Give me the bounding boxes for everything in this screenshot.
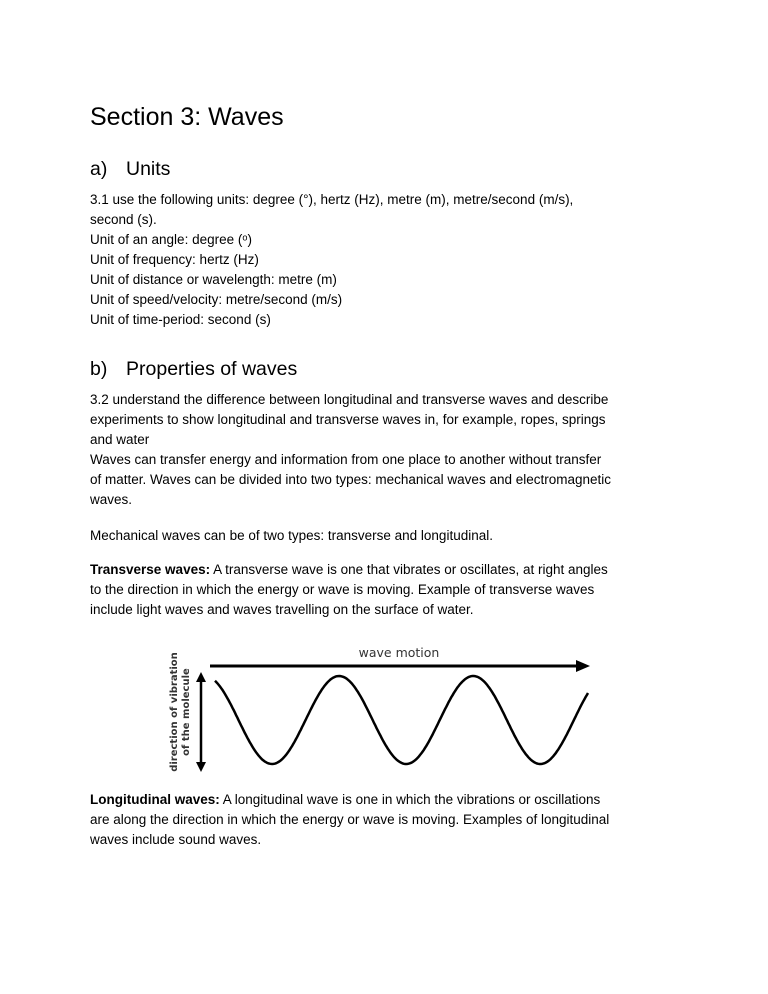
wave-motion-arrowhead xyxy=(576,660,590,672)
properties-heading-label: b) xyxy=(90,358,108,380)
units-line: 3.1 use the following units: degree (°), hertz (Hz), metre (m), metre/second (m/s), xyxy=(90,192,574,207)
transverse-wave-curve xyxy=(215,676,588,764)
units-heading-label: a) xyxy=(90,158,108,180)
spec-line: experiments to show longitudinal and transverse waves in, for example, ropes, springs xyxy=(90,412,606,427)
units-heading xyxy=(90,156,170,182)
units-line: Unit of an angle: degree (ᵒ) xyxy=(90,232,252,247)
transverse-line xyxy=(90,560,690,580)
properties-heading xyxy=(90,356,297,382)
intro-line: of matter. Waves can be divided into two types: mechanical waves and electromagnetic xyxy=(90,472,612,487)
longitudinal-line xyxy=(90,790,690,810)
mechanical-paragraph: Mechanical waves can be of two types: transverse and longitudinal. xyxy=(90,528,493,543)
longitudinal-line: are along the direction in which the energy or wave is moving. Examples of longitudinal xyxy=(90,812,610,827)
units-heading-text: Units xyxy=(126,158,171,180)
intro-line: Waves can transfer energy and information from one place to another without transfer xyxy=(90,452,602,467)
vibration-label-line2: of the molecule xyxy=(181,668,192,756)
transverse-term: Transverse waves: xyxy=(90,562,211,577)
intro-line: waves. xyxy=(90,492,133,507)
spec-line: 3.2 understand the difference between longitudinal and transverse waves and describe xyxy=(90,392,609,407)
units-line: Unit of time-period: second (s) xyxy=(90,312,271,327)
transverse-line: to the direction in which the energy or wave is moving. Example of transverse waves xyxy=(90,582,595,597)
vibration-arrow-down xyxy=(196,762,206,772)
units-line: Unit of frequency: hertz (Hz) xyxy=(90,252,259,267)
units-line: Unit of speed/velocity: metre/second (m/s) xyxy=(90,292,343,307)
transverse-text: A transverse wave is one that vibrates or oscillates, at right angles xyxy=(210,562,608,577)
spec-line: and water xyxy=(90,432,150,447)
longitudinal-term: Longitudinal waves: xyxy=(90,792,220,807)
wave-motion-label: wave motion xyxy=(358,645,440,660)
units-line: second (s). xyxy=(90,212,157,227)
longitudinal-line: waves include sound waves. xyxy=(90,832,262,847)
vibration-label-line1: direction of vibration xyxy=(169,652,180,772)
section-title: Section 3: Waves xyxy=(90,103,284,131)
vibration-arrow-up xyxy=(196,672,206,682)
transverse-line: include light waves and waves travelling on the surface of water. xyxy=(90,602,474,617)
transverse-wave-diagram xyxy=(160,640,600,775)
units-line: Unit of distance or wavelength: metre (m) xyxy=(90,272,337,287)
properties-heading-text: Properties of waves xyxy=(126,358,298,380)
longitudinal-text: A longitudinal wave is one in which the vibrations or oscillations xyxy=(219,792,601,807)
